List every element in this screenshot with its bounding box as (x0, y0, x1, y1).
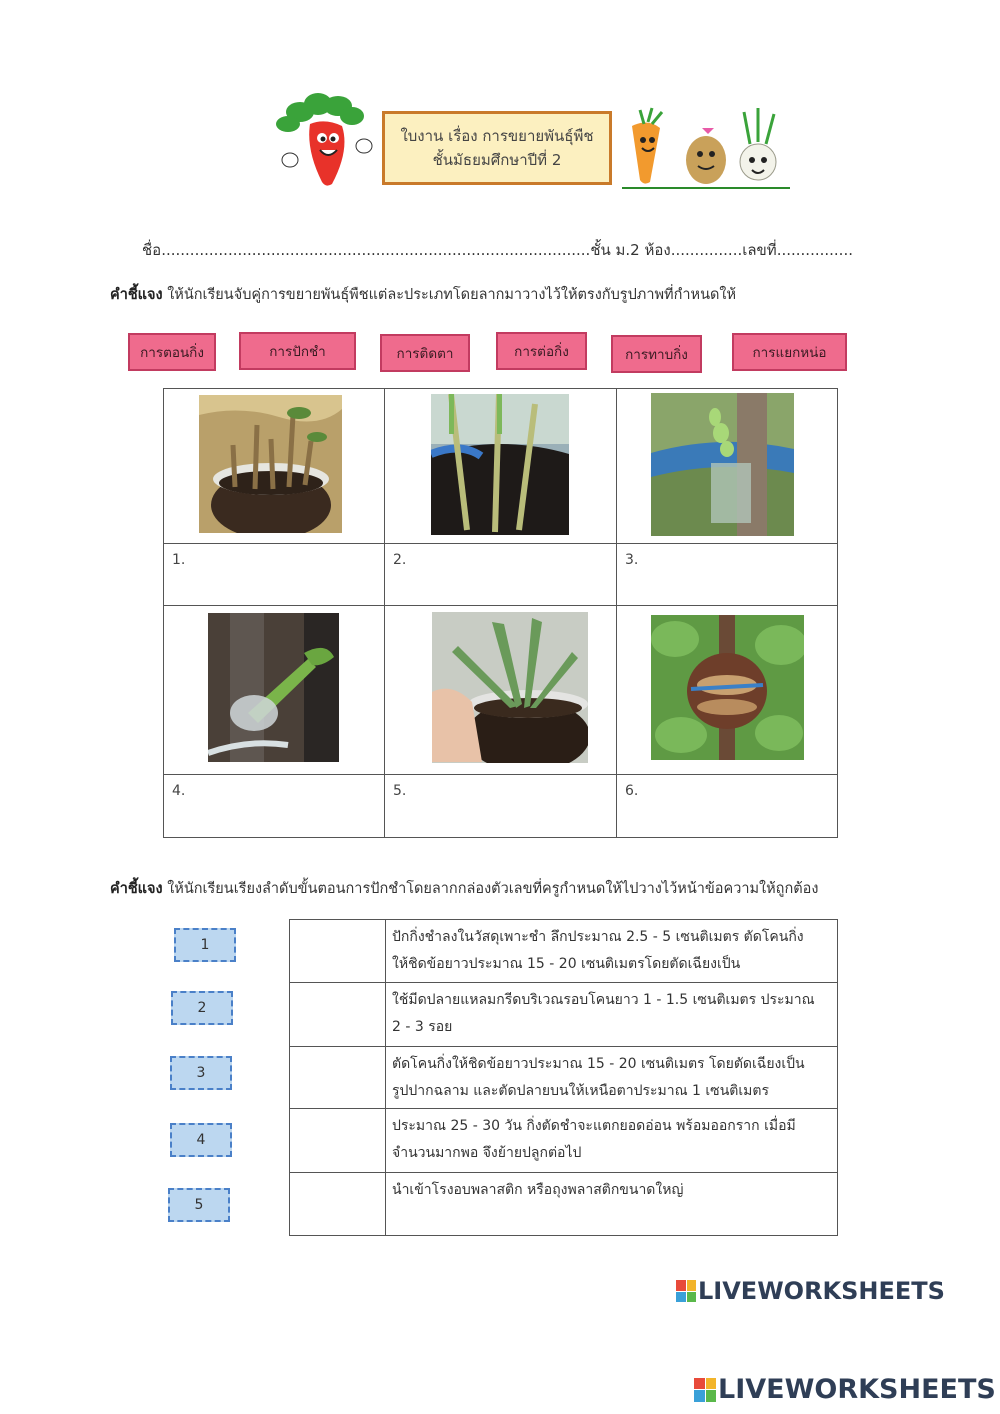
vegetable-mascots-icon (618, 104, 796, 194)
offshoot-in-pot-photo (432, 612, 588, 763)
method-label-division[interactable]: การแยกหน่อ (732, 333, 847, 371)
answer-cell-2[interactable] (385, 544, 617, 606)
answer-cell-5[interactable] (385, 775, 617, 837)
number-box-5[interactable]: 5 (168, 1188, 230, 1222)
answer-cell-4[interactable] (164, 775, 385, 837)
cuttings-in-pot-photo (199, 395, 342, 533)
instruction-ordering (110, 877, 818, 900)
liveworksheets-badge-icon (694, 1378, 716, 1402)
cell-number: 5. (393, 783, 407, 799)
air-layering-wrap-photo (651, 615, 804, 760)
number-box-4[interactable]: 4 (170, 1123, 232, 1157)
instruction-matching (110, 283, 736, 306)
liveworksheets-logo (676, 1277, 945, 1305)
instruction-text: ให้นักเรียนเรียงลำดับขั้นตอนการปักชำโดยลากกล่องตัวเลขที่ครูกำหนดให้ไปวางไว้หน้าข้อความให้ถูกต้อง (162, 881, 819, 897)
photo-cell-2 (385, 389, 617, 544)
liveworksheets-badge-icon (676, 1280, 696, 1302)
cell-number: 6. (625, 783, 639, 799)
liveworksheets-footer-logo (694, 1374, 996, 1405)
answer-cell-3[interactable] (617, 544, 838, 606)
bud-graft-taped-photo (651, 393, 794, 536)
step-text-1: ปักกิ่งชำลงในวัสดุเพาะชำ ลึกประมาณ 2.5 - 5 เซนติเมตร ตัดโคนกิ่ง ให้ชิดข้อยาวประมาณ 15 - 20 เซนติเมตรโดยตัดเฉียงเป็น (392, 929, 804, 972)
photo-cell-6 (617, 606, 838, 775)
student-info-line: ชื่อ..........................................................................................ชั้น ม.2 ห้อง...............เลขที่................ (142, 241, 853, 259)
step-row-3 (290, 1047, 837, 1109)
step-text-3: ตัดโคนกิ่งให้ชิดข้อยาวประมาณ 15 - 20 เซนติเมตร โดยตัดเฉียงเป็น รูปปากฉลาม และตัดปลายบนให้เหนือตาประมาณ 1 เซนติเมตร (392, 1056, 805, 1099)
worksheet-title: ใบงาน เรื่อง การขยายพันธุ์พืช (400, 127, 594, 145)
answer-cell-1[interactable] (164, 544, 385, 606)
worksheet-title-box (382, 111, 612, 185)
photo-cell-5 (385, 606, 617, 775)
instruction-label: คำชี้แจง (110, 287, 163, 303)
approach-graft-taped-photo (208, 613, 339, 762)
step-row-2 (290, 983, 837, 1047)
photo-cell-3 (617, 389, 838, 544)
method-label-cutting[interactable]: การปักชำ (239, 332, 356, 370)
number-box-2[interactable]: 2 (171, 991, 233, 1025)
step-text-5: นำเข้าโรงอบพลาสติก หรือถุงพลาสติกขนาดใหญ่ (392, 1182, 684, 1198)
photo-cell-4 (164, 606, 385, 775)
photo-cell-1 (164, 389, 385, 544)
step-order-table (289, 919, 838, 1236)
photo-matching-table (163, 388, 838, 838)
cell-number: 1. (172, 552, 186, 568)
step-drop-slot-1[interactable] (290, 920, 386, 982)
carrot-mascot-icon (270, 90, 380, 190)
instruction-text: ให้นักเรียนจับคู่การขยายพันธุ์พืชแต่ละประเภทโดยลากมาวางไว้ให้ตรงกับรูปภาพที่กำหนดให้ (162, 287, 737, 303)
step-row-5 (290, 1173, 837, 1235)
step-drop-slot-5[interactable] (290, 1173, 386, 1235)
instruction-label: คำชี้แจง (110, 881, 163, 897)
cell-number: 3. (625, 552, 639, 568)
method-label-grafting[interactable]: การต่อกิ่ง (496, 332, 587, 370)
worksheet-grade: ชั้นมัธยมศึกษาปีที่ 2 (432, 151, 562, 169)
liveworksheets-name: LIVEWORKSHEETS (698, 1277, 945, 1305)
answer-cell-6[interactable] (617, 775, 838, 837)
step-drop-slot-2[interactable] (290, 983, 386, 1046)
method-label-layering[interactable]: การตอนกิ่ง (128, 333, 216, 371)
step-text-4: ประมาณ 25 - 30 วัน กิ่งตัดชำจะแตกยอดอ่อน พร้อมออกราก เมื่อมี จำนวนมากพอ จึงย้ายปลูกต่อไป (392, 1118, 796, 1161)
cell-number: 4. (172, 783, 186, 799)
stems-in-bag-photo (431, 394, 569, 535)
number-box-3[interactable]: 3 (170, 1056, 232, 1090)
number-box-1[interactable]: 1 (174, 928, 236, 962)
step-drop-slot-4[interactable] (290, 1109, 386, 1172)
liveworksheets-name: LIVEWORKSHEETS (718, 1374, 996, 1405)
cell-number: 2. (393, 552, 407, 568)
method-label-budding[interactable]: การติดตา (380, 334, 470, 372)
step-text-2: ใช้มีดปลายแหลมกรีดบริเวณรอบโคนยาว 1 - 1.5 เซนติเมตร ประมาณ 2 - 3 รอย (392, 992, 815, 1035)
step-row-1 (290, 920, 837, 983)
method-label-approach-grafting[interactable]: การทาบกิ่ง (611, 335, 702, 373)
step-drop-slot-3[interactable] (290, 1047, 386, 1108)
step-row-4 (290, 1109, 837, 1173)
